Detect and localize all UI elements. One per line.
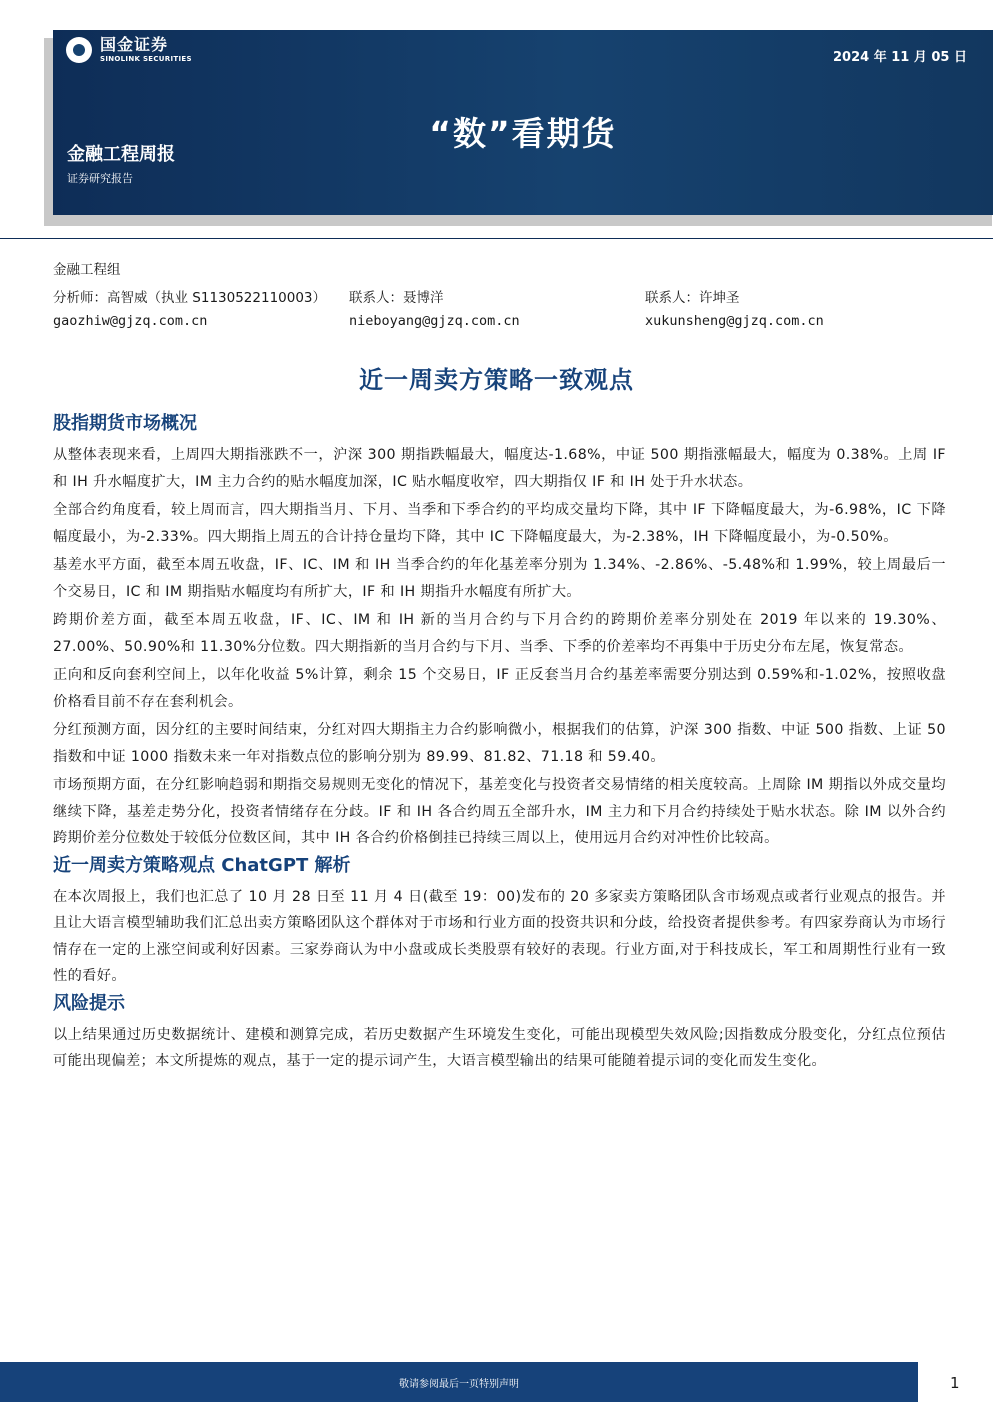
section-title-futures-overview: 股指期货市场概况 bbox=[53, 413, 197, 434]
paragraph: 基差水平方面，截至本周五收盘，IF、IC、IM 和 IH 当季合约的年化基差率分别为 1.34%、-2.86%、-5.48%和 1.99%，较上周最后一个交易日，IC 和 IM 期指贴水幅度均有所扩大，IF 和 IH 期指升水幅度有所扩大。 bbox=[53, 557, 946, 600]
analyst-info: 分析师：高智威（执业 S1130522110003） bbox=[53, 290, 327, 306]
paragraph: 从整体表现来看，上周四大期指涨跌不一，沪深 300 期指跌幅最大，幅度达-1.68%，中证 500 期指涨幅最大，幅度为 0.38%。上周 IF 和 IH 升水幅度扩大，IM 主力合约的贴水幅度加深，IC 贴水幅度收窄，四大期指仅 IF 和 IH 处于升水状态。 bbox=[53, 447, 946, 490]
report-main-title: “数”看期货 bbox=[429, 114, 617, 153]
section-title-chatgpt-analysis: 近一周卖方策略观点 ChatGPT 解析 bbox=[53, 854, 351, 876]
header-divider bbox=[0, 238, 993, 239]
report-header bbox=[53, 30, 993, 215]
document-title: 近一周卖方策略一致观点 bbox=[359, 366, 634, 394]
section-title-risk-warning: 风险提示 bbox=[53, 992, 125, 1014]
email-nie[interactable]: nieboyang@gjzq.com.cn bbox=[349, 313, 520, 329]
report-type: 证券研究报告 bbox=[67, 172, 133, 185]
page-number: 1 bbox=[950, 1374, 960, 1392]
paragraph: 市场预期方面，在分红影响趋弱和期指交易规则无变化的情况下，基差变化与投资者交易情绪的相关度较高。上周除 IM 期指以外成交量均继续下降，基差走势分化，投资者情绪存在分歧。IF 和 IH 各合约周五全部升水，IM 主力和下月合约持续处于贴水状态。除 IM 以外合约跨期价差分位数处于较低分位数区间，其中 IH 各合约价格倒挂已持续三周以上，使用远月合约对冲性价比较高。 bbox=[53, 777, 946, 846]
logo-english-name: SINOLINK SECURITIES bbox=[100, 55, 192, 63]
email-xu[interactable]: xukunsheng@gjzq.com.cn bbox=[645, 313, 824, 329]
logo-circle-icon bbox=[66, 37, 92, 63]
paragraph: 正向和反向套利空间上，以年化收益 5%计算，剩余 15 个交易日，IF 正反套当月合约基差率需要分别达到 0.59%和-1.02%，按照收盘价格看目前不存在套利机会。 bbox=[53, 667, 946, 710]
paragraph: 跨期价差方面，截至本周五收盘，IF、IC、IM 和 IH 新的当月合约与下月合约的跨期价差率分别处在 2019 年以来的 19.30%、27.00%、50.90%和 11.30%分位数。四大期指新的当月合约与下月、当季、下季的价差率均不再集中于历史分布左尾，恢复常态。 bbox=[53, 612, 946, 655]
paragraph: 以上结果通过历史数据统计、建模和测算完成，若历史数据产生环境发生变化，可能出现模型失效风险;因指数成分股变化，分红点位预估可能出现偏差；本文所提炼的观点，基于一定的提示词产生，大语言模型输出的结果可能随着提示词的变化而发生变化。 bbox=[53, 1026, 946, 1069]
paragraph: 全部合约角度看，较上周而言，四大期指当月、下月、当季和下季合约的平均成交量均下降，其中 IF 下降幅度最大，为-6.98%，IC 下降幅度最小，为-2.33%。四大期指上周五的合计持仓量均下降，其中 IC 下降幅度最大，为-2.38%，IH 下降幅度最小，为-0.50%。 bbox=[53, 502, 946, 545]
report-body bbox=[53, 412, 946, 1077]
paragraph: 分红预测方面，因分红的主要时间结束，分红对四大期指主力合约影响微小，根据我们的估算，沪深 300 指数、中证 500 指数、上证 50 指数和中证 1000 指数未来一年对指数点位的影响分别为 89.99、81.82、71.18 和 59.40。 bbox=[53, 722, 946, 765]
email-gao[interactable]: gaozhiw@gjzq.com.cn bbox=[53, 313, 208, 329]
contact-nie: 联系人：聂博洋 bbox=[349, 290, 444, 306]
report-series: 金融工程周报 bbox=[67, 144, 175, 165]
company-logo bbox=[66, 37, 192, 63]
team-name: 金融工程组 bbox=[53, 262, 121, 278]
report-date: 2024 年 11 月 05 日 bbox=[833, 50, 967, 65]
contact-xu: 联系人：许坤圣 bbox=[645, 290, 740, 306]
footer-disclaimer: 敬请参阅最后一页特别声明 bbox=[399, 1379, 519, 1390]
logo-chinese-name: 国金证券 bbox=[100, 35, 169, 54]
paragraph: 在本次周报上，我们也汇总了 10 月 28 日至 11 月 4 日(截至 19：00)发布的 20 多家卖方策略团队含市场观点或者行业观点的报告。并且让大语言模型辅助我们汇总出卖方策略团队这个群体对于市场和行业方面的投资共识和分歧，给投资者提供参考。有四家券商认为市场行情存在一定的上涨空间或利好因素。三家券商认为中小盘或成长类股票有较好的表现。行业方面,对于科技成长，军工和周期性行业有一致性的看好。 bbox=[53, 888, 946, 984]
